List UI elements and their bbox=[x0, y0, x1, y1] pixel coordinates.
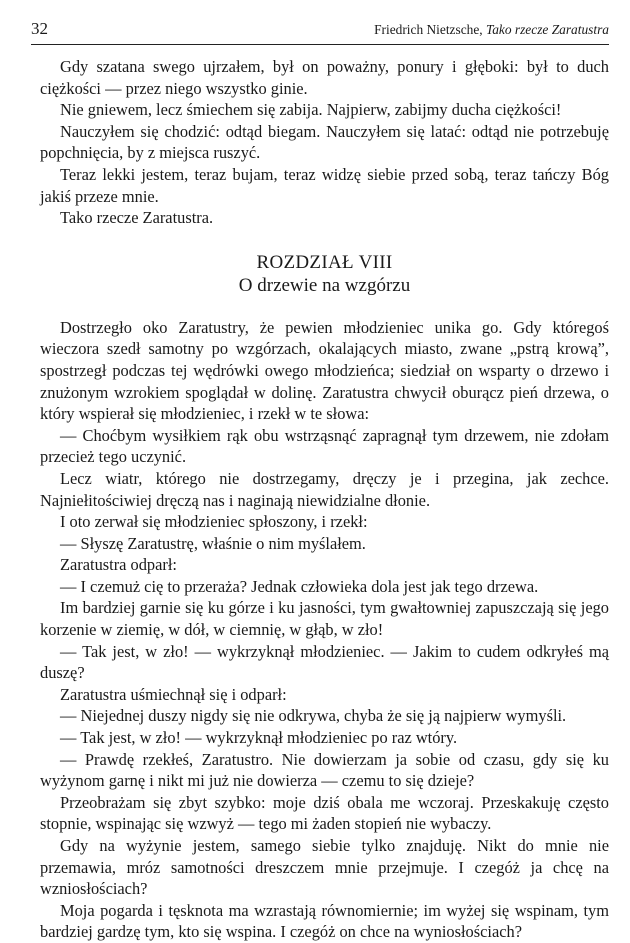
paragraph: Zaratustra uśmiechnął się i odparł: bbox=[60, 684, 287, 704]
paragraph: Gdy szatana swego ujrzałem, był on poważny, ponury i głęboki: był to duch ciężkości — przez niego wszystko ginie. bbox=[40, 57, 609, 98]
paragraph: Nauczyłem się chodzić: odtąd biegam. Nauczyłem się latać: odtąd nie potrzebuję popchnięcia, by z miejsca ruszyć. bbox=[40, 121, 609, 163]
paragraph: — Niejednej duszy nigdy się nie odkrywa, chyba że się ją najpierw wymyśli. bbox=[60, 706, 567, 726]
paragraph: — Tak jest, w zło! — wykrzyknął młodzieniec po raz wtóry. bbox=[60, 728, 458, 748]
paragraph: I oto zerwał się młodzieniec spłoszony, i rzekł: bbox=[60, 512, 368, 532]
page-number: 32 bbox=[31, 19, 48, 38]
author-name: Friedrich Nietzsche, bbox=[374, 22, 486, 37]
paragraph: Dostrzegło oko Zaratustry, że pewien młodzieniec unika go. Gdy któregoś wieczora szedł samotny po wzgórzach, okalających miasto, zwane „pstrą krową”, spostrzegł podczas tej wędrówki owego młodzieńca; siedział on wsparty o drzewo i znużonym wzrokiem spoglądał w dolinę. Zaratustra chwycił oburącz pień drzewa, o który wspierał się młodzieniec, i rzekł w te słowa: bbox=[40, 317, 609, 424]
running-title bbox=[374, 22, 609, 38]
paragraph: Teraz lekki jestem, teraz bujam, teraz widzę siebie przed sobą, teraz tańczy Bóg jakiś przeze mnie. bbox=[40, 164, 609, 206]
paragraph: — Prawdę rzekłeś, Zaratustro. Nie dowierzam ja sobie od czasu, gdy się ku wyżynom garnę i nikt mi już nie dowierza — czemu to się dzieje? bbox=[40, 749, 609, 791]
paragraph: Moja pogarda i tęsknota ma wzrastają równomiernie; im wyżej się wspinam, tym bardziej gardzę tym, kto się wspina. I czegóż on chce na wyniosłościach? bbox=[40, 900, 609, 942]
book-title: Tako rzecze Zaratustra bbox=[485, 22, 609, 37]
paragraph: — I czemuż cię to przeraża? Jednak człowieka dola jest jak tego drzewa. bbox=[60, 576, 539, 596]
paragraph: Gdy na wyżynie jestem, samego siebie tylko znajduję. Nikt do mnie nie przemawia, mróz samotności dreszczem mnie przejmuje. I czegóż ja chcę na wzniosłościach? bbox=[40, 836, 609, 899]
paragraph: Lecz wiatr, którego nie dostrzegamy, dręczy je i przegina, jak zechce. Najniełitościwiej dręczą nas i naginają niewidzialne dłonie. bbox=[40, 468, 609, 510]
paragraph: Nie gniewem, lecz śmiechem się zabija. Najpierw, zabijmy ducha ciężkości! bbox=[60, 100, 562, 120]
paragraph: — Choćbym wysiłkiem rąk obu wstrząsnąć zapragnął tym drzewem, nie zdołam przecież tego uczynić. bbox=[40, 425, 609, 467]
running-head bbox=[31, 18, 609, 45]
chapter-title: O drzewie na wzgórzu bbox=[238, 274, 411, 296]
paragraph: — Słyszę Zaratustrę, właśnie o nim myślałem. bbox=[60, 533, 366, 553]
chapter-heading bbox=[40, 251, 609, 297]
page-body bbox=[40, 56, 609, 943]
paragraph: Przeobrażam się zbyt szybko: moje dziś obala me wczoraj. Przeskakuję często stopnie, wspinając się wzwyż — tego mi żaden stopień nie wybaczy. bbox=[40, 792, 609, 834]
paragraph: — Tak jest, w zło! — wykrzyknął młodzieniec. — Jakim to cudem odkryłeś mą duszę? bbox=[40, 641, 609, 683]
paragraph: Zaratustra odparł: bbox=[60, 555, 177, 575]
paragraph: Im bardziej garnie się ku górze i ku jasności, tym gwałtowniej zapuszczają się jego korzenie w ziemię, w dół, w ciemnię, w głąb, w zło! bbox=[40, 598, 609, 640]
paragraph: Tako rzecze Zaratustra. bbox=[60, 208, 214, 228]
chapter-number: ROZDZIAŁ VIII bbox=[256, 251, 393, 273]
